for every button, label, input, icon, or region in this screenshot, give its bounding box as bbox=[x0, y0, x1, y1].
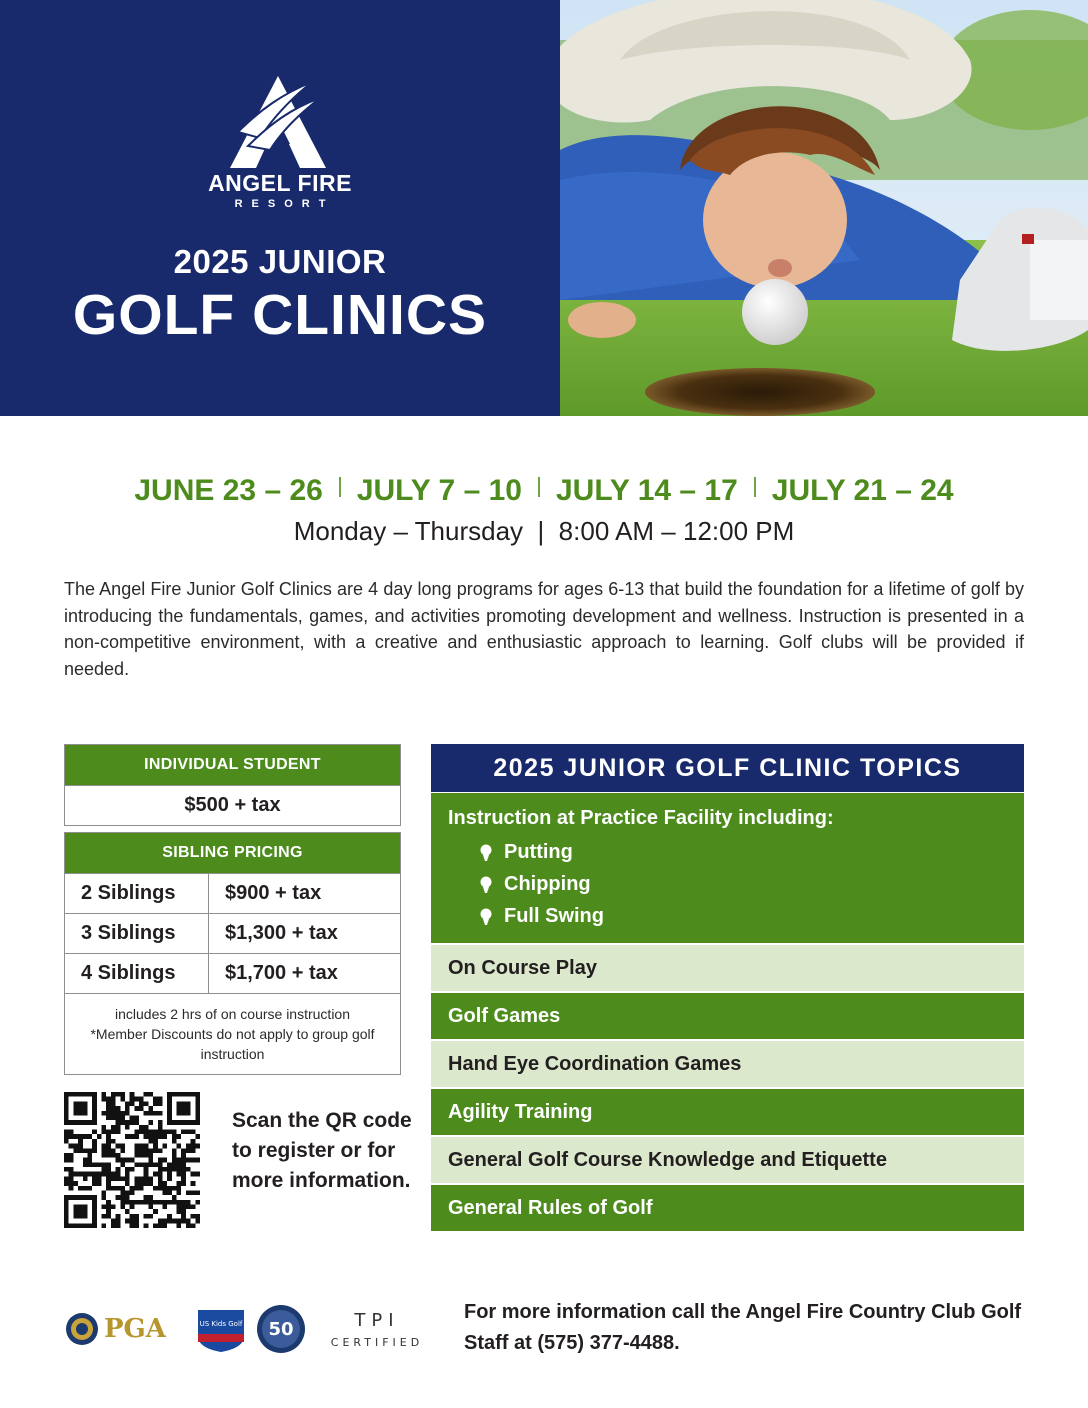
date-2: JULY 7 – 10 bbox=[356, 474, 522, 507]
svg-text:50: 50 bbox=[268, 1319, 294, 1340]
golf-tee-bullet-icon bbox=[478, 844, 494, 862]
individual-pricing-header: INDIVIDUAL STUDENT bbox=[65, 745, 400, 785]
list-item bbox=[448, 900, 1007, 932]
sibling-count: 4 Siblings bbox=[65, 954, 209, 993]
fifty-badge-icon bbox=[257, 1305, 305, 1353]
clinic-schedule: Monday – Thursday | 8:00 AM – 12:00 PM bbox=[293, 516, 795, 546]
us-kids-golf-badge-icon bbox=[198, 1310, 244, 1352]
qr-instructions: Scan the QR code to register or for more information. bbox=[232, 1109, 412, 1192]
hero-photo bbox=[560, 0, 1088, 416]
header-banner bbox=[0, 0, 560, 416]
individual-price-value: $500 + tax bbox=[184, 794, 281, 816]
pga-logo-text: PGA bbox=[104, 1314, 166, 1344]
boy-blowing-golf-ball-photo bbox=[560, 0, 1088, 416]
pricing-note-line1: includes 2 hrs of on course instruction bbox=[114, 1006, 350, 1022]
contact-info: For more information call the Angel Fire Country Club Golf Staff at (575) 377-4488. bbox=[464, 1301, 1022, 1354]
sibling-row bbox=[65, 953, 400, 993]
sibling-price: $900 + tax bbox=[225, 882, 322, 904]
sibling-count: 3 Siblings bbox=[65, 914, 209, 953]
topic-row: Agility Training bbox=[431, 1089, 1024, 1135]
clinic-dates bbox=[0, 474, 1088, 508]
partner-logos bbox=[64, 1304, 444, 1354]
date-separator bbox=[754, 477, 756, 497]
golf-tee-bullet-icon bbox=[478, 908, 494, 926]
date-1: JUNE 23 – 26 bbox=[134, 474, 323, 507]
individual-pricing-box bbox=[64, 744, 401, 826]
pricing-note-line2: *Member Discounts do not apply to group golf instruction bbox=[90, 1026, 375, 1062]
pricing-note bbox=[65, 993, 400, 1074]
sibling-row bbox=[65, 913, 400, 953]
practice-item-label: Chipping bbox=[504, 873, 591, 895]
page-title-line2: GOLF CLINICS bbox=[72, 283, 488, 347]
sibling-pricing-box bbox=[64, 832, 401, 1075]
topic-row: Hand Eye Coordination Games bbox=[431, 1041, 1024, 1087]
date-separator bbox=[538, 477, 540, 497]
topics-title: 2025 JUNIOR GOLF CLINIC TOPICS bbox=[431, 744, 1024, 792]
intro-paragraph: The Angel Fire Junior Golf Clinics are 4 day long programs for ages 6-13 that build the foundation for a lifetime of golf by introducing the fundamentals, games, and activities promoting development and wellness. Instruction is presented in a non-competitive environment, with a creative and enthusiastic approach to learning. Golf clubs will be provided if needed. bbox=[64, 579, 1024, 679]
sibling-count: 2 Siblings bbox=[65, 874, 209, 913]
sibling-price: $1,700 + tax bbox=[225, 962, 338, 984]
tpi-logo-text: TPI bbox=[354, 1310, 400, 1331]
brand-subtitle: RESORT bbox=[234, 198, 335, 210]
page-title-line1: 2025 JUNIOR bbox=[173, 243, 387, 280]
sibling-price: $1,300 + tax bbox=[225, 922, 338, 944]
topic-row: Golf Games bbox=[431, 993, 1024, 1039]
practice-item-label: Putting bbox=[504, 841, 573, 863]
list-item bbox=[448, 836, 1007, 868]
topic-practice-facility-label: Instruction at Practice Facility including: bbox=[448, 807, 834, 829]
topic-row: General Rules of Golf bbox=[431, 1185, 1024, 1231]
brand-name: ANGEL FIRE bbox=[208, 170, 352, 196]
pga-seal-icon bbox=[66, 1313, 98, 1345]
angel-fire-logo-icon bbox=[220, 72, 336, 172]
list-item bbox=[448, 868, 1007, 900]
topic-row: On Course Play bbox=[431, 945, 1024, 991]
sibling-row bbox=[65, 873, 400, 913]
topic-practice-facility bbox=[431, 793, 1024, 943]
golf-tee-bullet-icon bbox=[478, 876, 494, 894]
qr-code[interactable] bbox=[64, 1092, 200, 1228]
svg-text:US Kids Golf: US Kids Golf bbox=[199, 1320, 243, 1328]
sibling-pricing-header: SIBLING PRICING bbox=[65, 833, 400, 873]
individual-price bbox=[65, 785, 400, 825]
date-separator bbox=[339, 477, 341, 497]
topic-row: General Golf Course Knowledge and Etiquette bbox=[431, 1137, 1024, 1183]
tpi-certified-text: CERTIFIED bbox=[330, 1336, 424, 1349]
practice-item-label: Full Swing bbox=[504, 905, 604, 927]
clinic-topics bbox=[431, 744, 1024, 1231]
practice-facility-list bbox=[448, 836, 1007, 932]
date-4: JULY 21 – 24 bbox=[771, 474, 954, 507]
date-3: JULY 14 – 17 bbox=[555, 474, 738, 507]
